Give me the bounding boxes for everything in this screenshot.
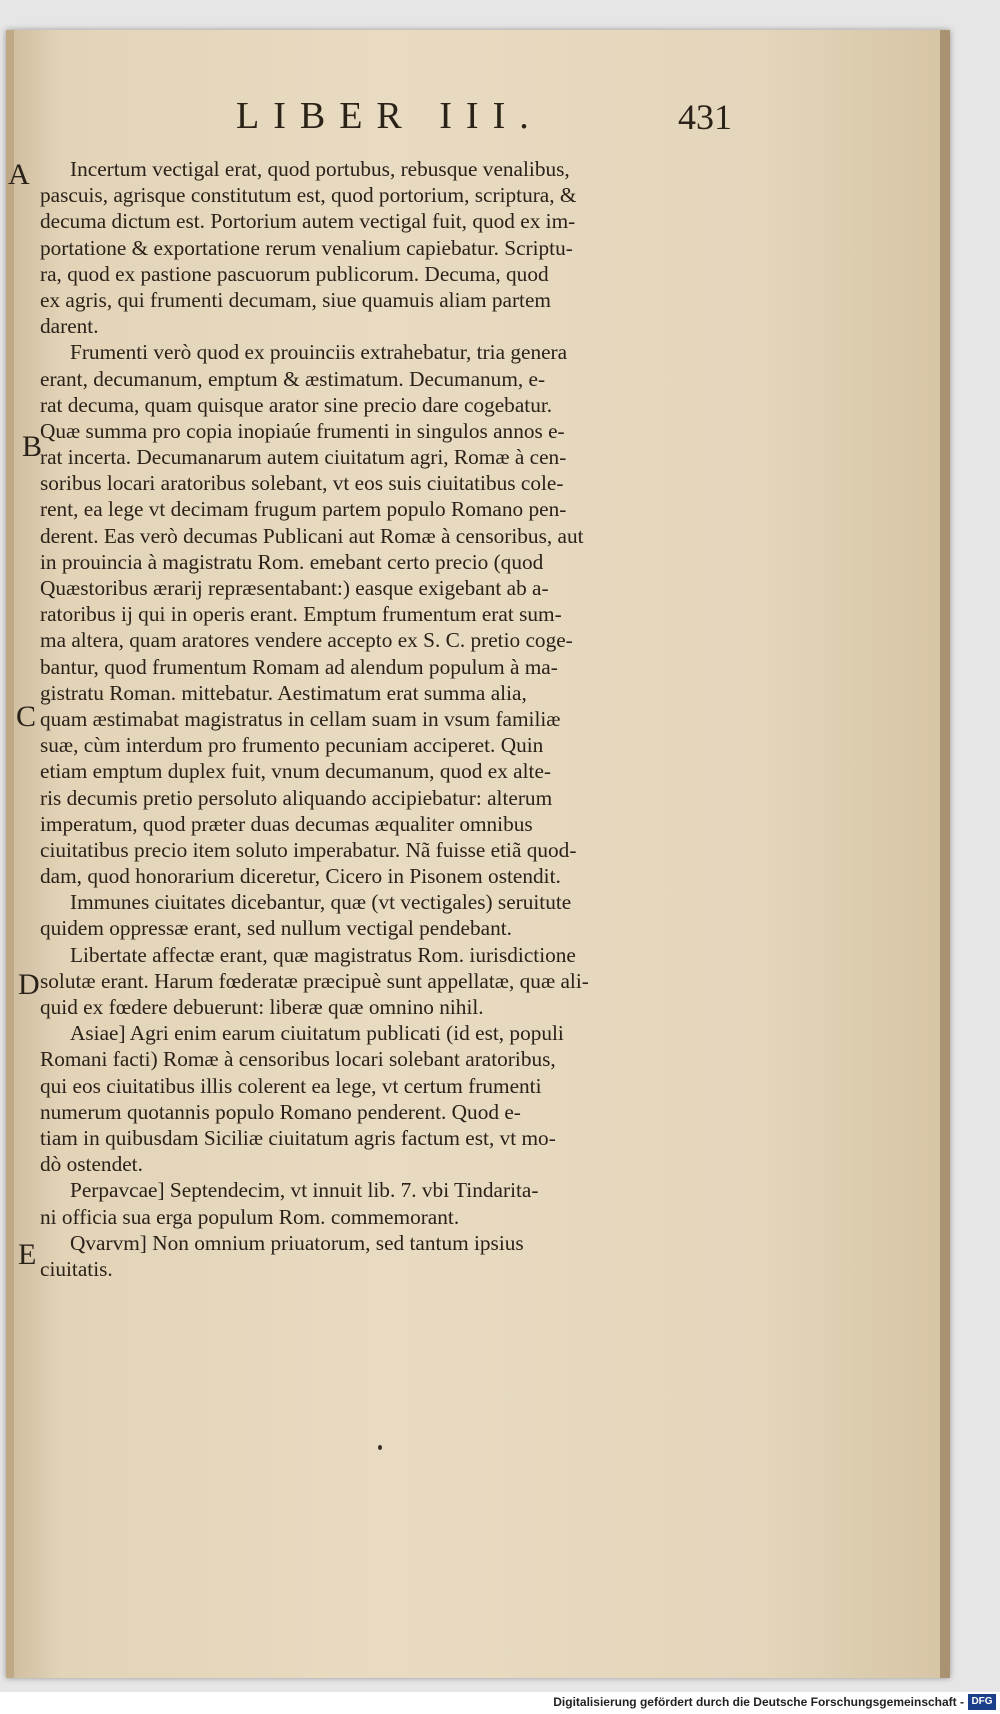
body-text	[40, 156, 726, 1282]
text-line: rat incerta. Decumanarum autem ciuitatum agri, Romæ à cen-	[40, 445, 567, 470]
margin-letter-a: A	[8, 158, 30, 191]
text-line: soribus locari aratoribus solebant, vt eos suis ciuitatibus cole-	[40, 471, 564, 496]
text-line: ra, quod ex pastione pascuorum publicorum. Decuma, quod	[40, 261, 549, 286]
text-line: ratoribus ij qui in operis erant. Emptum frumentum erat sum-	[40, 602, 562, 627]
text-line: dam, quod honorarium diceretur, Cicero in Pisonem ostendit.	[40, 864, 561, 889]
text-line: Perpavcae] Septendecim, vt innuit lib. 7. vbi Tindarita-	[70, 1178, 539, 1203]
page-header	[6, 94, 950, 144]
text-line: dò ostendet.	[40, 1152, 143, 1177]
text-line: solutæ erant. Harum fœderatæ præcipuè sunt appellatæ, quæ ali-	[40, 968, 589, 993]
text-line: in prouincia à magistratu Rom. emebant certo precio (quod	[40, 549, 544, 574]
text-line: gistratu Roman. mittebatur. Aestimatum erat summa alia,	[40, 680, 527, 705]
ink-speck	[378, 1445, 382, 1450]
margin-letter-c: C	[16, 700, 37, 733]
text-line: ris decumis pretio persoluto aliquando accipiebatur: alterum	[40, 785, 553, 810]
text-line: Libertate affectæ erant, quæ magistratus Rom. iurisdictione	[70, 942, 576, 967]
page-number: 431	[678, 97, 732, 137]
text-line: suæ, cùm interdum pro frumento pecuniam acciperet. Quin	[40, 733, 544, 758]
margin-letter-b: B	[22, 430, 43, 463]
text-line: Romani facti) Romæ à censoribus locari solebant aratoribus,	[40, 1047, 556, 1072]
text-line: Qvarvm] Non omnium priuatorum, sed tantum ipsius	[70, 1230, 524, 1255]
text-line: rat decuma, quam quisque arator sine precio dare cogebatur.	[40, 392, 553, 417]
funding-credit: Digitalisierung gefördert durch die Deutsche Forschungsgemeinschaft -	[553, 1695, 964, 1709]
margin-letter-e: E	[18, 1238, 37, 1271]
text-line: etiam emptum duplex fuit, vnum decumanum, quod ex alte-	[40, 759, 552, 784]
text-line: ciuitatis.	[40, 1256, 113, 1281]
text-line: pascuis, agrisque constitutum est, quod portorium, scriptura, &	[40, 183, 577, 208]
text-line: Asiae] Agri enim earum ciuitatum publicati (id est, populi	[70, 1021, 564, 1046]
text-line: ex agris, qui frumenti decumam, siue quamuis aliam partem	[40, 287, 551, 312]
text-line: imperatum, quod præter duas decumas æqualiter omnibus	[40, 811, 533, 836]
text-line: Quæ summa pro copia inopiaúe frumenti in singulos annos e-	[40, 418, 565, 443]
text-line: bantur, quod frumentum Romam ad alendum populum à ma-	[40, 654, 558, 679]
text-line: darent.	[40, 314, 99, 339]
text-line: numerum quotannis populo Romano penderent. Quod e-	[40, 1099, 521, 1124]
text-line: ni officia sua erga populum Rom. commemorant.	[40, 1204, 460, 1229]
text-line: quam æstimabat magistratus in cellam suam in vsum familiæ	[40, 706, 561, 731]
text-line: portatione & exportatione rerum venalium capiebatur. Scriptu-	[40, 235, 573, 260]
text-line: ma altera, quam aratores vendere accepto ex S. C. pretio coge-	[40, 628, 573, 653]
page-right-edge	[940, 30, 950, 1678]
text-line: Incertum vectigal erat, quod portubus, rebusque venalibus,	[70, 157, 570, 181]
viewer-footer	[0, 1692, 1000, 1714]
book-page	[6, 30, 950, 1678]
dfg-logo-icon[interactable]: DFG	[968, 1694, 996, 1710]
text-line: decuma dictum est. Portorium autem vectigal fuit, quod ex im-	[40, 209, 576, 234]
margin-letter-d: D	[18, 968, 40, 1001]
text-line: quidem oppressæ erant, sed nullum vectigal pendebant.	[40, 916, 512, 941]
page-left-edge	[6, 30, 14, 1678]
text-line: quid ex fœdere debuerunt: liberæ quæ omnino nihil.	[40, 995, 484, 1019]
text-line: Quæstoribus ærarij repræsentabant:) easque exigebant ab a-	[40, 576, 549, 600]
text-line: erant, decumanum, emptum & æstimatum. Decumanum, e-	[40, 366, 546, 391]
text-line: qui eos ciuitatibus illis colerent ea lege, vt certum frumenti	[40, 1073, 542, 1098]
text-line: rent, ea lege vt decimam frugum partem populo Romano pen-	[40, 497, 567, 522]
text-line: Immunes ciuitates dicebantur, quæ (vt vectigales) seruitute	[70, 890, 572, 915]
text-line: ciuitatibus precio item soluto imperabatur. Nã fuisse etiã quod-	[40, 837, 577, 862]
text-line: derent. Eas verò decumas Publicani aut Romæ à censoribus, aut	[40, 523, 584, 548]
running-head: LIBER III.	[236, 95, 543, 137]
text-line: tiam in quibusdam Siciliæ ciuitatum agris factum est, vt mo-	[40, 1125, 556, 1150]
text-line: Frumenti verò quod ex prouinciis extrahebatur, tria genera	[70, 340, 568, 365]
